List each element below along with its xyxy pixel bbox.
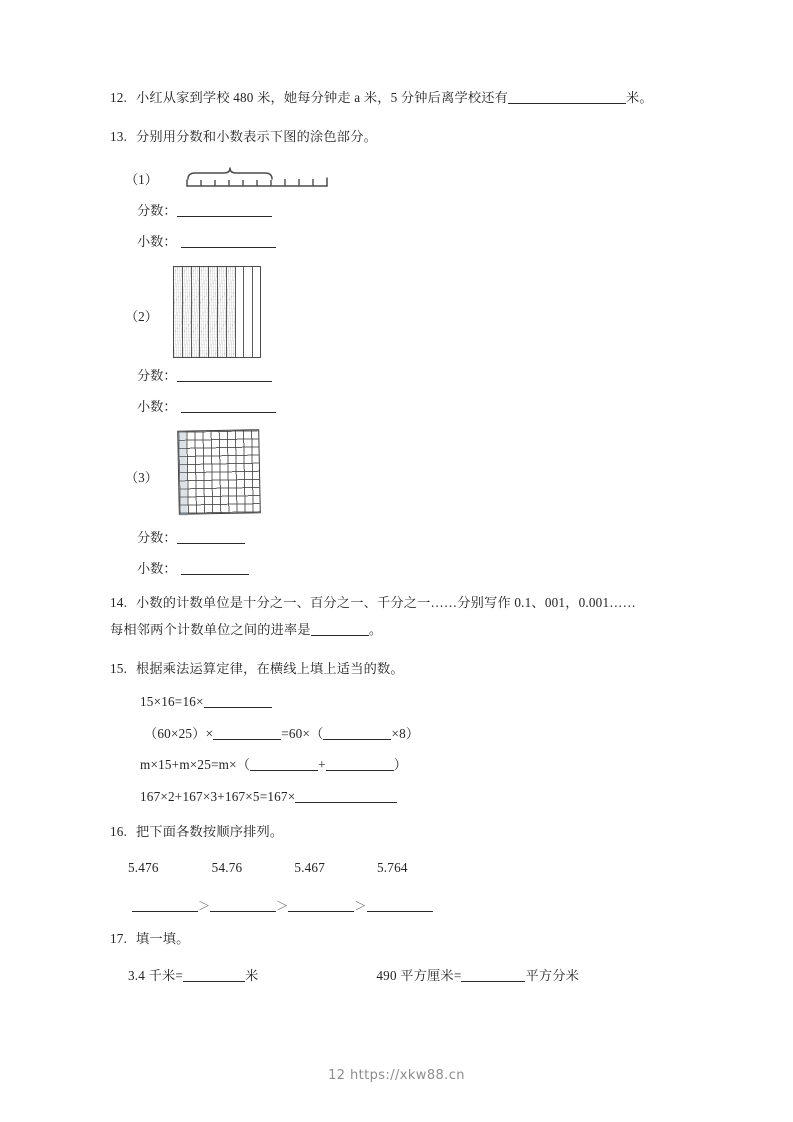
subitem-1-label: （1）: [125, 171, 158, 187]
conversion-1-before: 3.4 千米=: [128, 967, 183, 983]
question-16-number-3: 5.467: [294, 859, 326, 875]
equation-2-blank-2[interactable]: [323, 726, 391, 740]
strip-2: [183, 267, 192, 357]
question-13-number: 13.: [110, 129, 128, 145]
strip-9: [244, 267, 253, 357]
subitem-1-fraction-label: 分数：: [137, 202, 177, 218]
equation-1-blank-1[interactable]: [204, 694, 272, 708]
subitem-2-decimal-blank[interactable]: [181, 399, 276, 413]
question-13-subitem-3: [110, 429, 695, 521]
subitem-1-decimal-blank[interactable]: [181, 234, 276, 248]
question-15-equation-3: [110, 755, 695, 775]
subitem-1-fraction-row: [110, 200, 695, 219]
strip-8: [236, 267, 245, 357]
equation-3-part-2: +: [318, 757, 326, 773]
hundred-grid: [177, 429, 261, 515]
question-12-text-before: 小红从家到学校 480 米，她每分钟走 a 米，5 分钟后离学校还有: [136, 90, 509, 105]
question-15-equation-4: [110, 787, 695, 807]
question-16-answer-row: [110, 896, 695, 916]
subitem-3-fraction-blank[interactable]: [177, 530, 245, 544]
question-15-text: 根据乘法运算定律，在横线上填上适当的数。: [136, 660, 404, 676]
question-16-number: 16.: [110, 824, 128, 840]
conversion-2-after: 平方分米: [525, 967, 580, 983]
equation-2-part-3: ×8）: [391, 725, 420, 741]
subitem-1-decimal-row: [110, 231, 695, 250]
subitem-3-decimal-blank[interactable]: [181, 561, 249, 575]
question-15-number: 15.: [110, 660, 128, 676]
square-strips-figure: [173, 266, 261, 358]
question-15-equation-2: [110, 724, 695, 744]
question-16-blank-1[interactable]: [132, 898, 198, 912]
question-17-text: 填一填。: [136, 931, 190, 947]
question-14-text-line1: 小数的计数单位是十分之一、百分之一、千分之一……分别写作 0.1、001，0.001……: [136, 594, 637, 610]
subitem-2-decimal-row: [110, 396, 695, 415]
subitem-3-decimal-label: 小数：: [137, 560, 177, 576]
hundred-grid-shaded-column: [178, 432, 188, 516]
strip-6: [218, 267, 227, 357]
subitem-3-decimal-row: [110, 558, 695, 577]
question-16-number-4: 5.764: [377, 859, 408, 875]
worksheet-content: [110, 88, 695, 986]
subitem-2-decimal-label: 小数：: [137, 398, 177, 414]
strip-4: [200, 267, 209, 357]
page-footer: 12 https://xkw88.cn: [328, 1068, 465, 1083]
strip-10: [253, 267, 262, 357]
question-15: [110, 659, 695, 679]
question-17-conversions: [110, 966, 695, 986]
question-16-numbers: [110, 858, 695, 878]
question-12-number: 12.: [110, 90, 128, 105]
subitem-2-fraction-row: [110, 365, 695, 384]
subitem-2-fraction-label: 分数：: [137, 367, 177, 383]
subitem-2-label: （2）: [125, 308, 158, 324]
strip-1: [174, 267, 183, 357]
equation-4-part-1: 167×2+167×3+167×5=167×: [140, 788, 296, 804]
question-12-text-after: 米。: [626, 90, 653, 105]
question-16: [110, 822, 695, 842]
subitem-1-decimal-label: 小数：: [137, 233, 177, 249]
question-14-text-line2-after: 。: [368, 622, 383, 638]
question-14-text-line2-before: 每相邻两个计数单位之间的进率是: [110, 622, 311, 638]
question-14-line1: [110, 593, 695, 613]
equation-3-part-3: ）: [393, 757, 408, 773]
equation-1-part-1: 15×16=16×: [140, 694, 204, 710]
subitem-2-fraction-blank[interactable]: [177, 368, 272, 382]
conversion-1-after: 米: [245, 967, 259, 983]
subitem-3-label: （3）: [125, 469, 158, 485]
question-17: [110, 929, 695, 949]
question-14-line2: [110, 620, 695, 640]
question-16-separator-3: ＞: [354, 898, 367, 913]
equation-2-part-2: =60×（: [281, 725, 324, 741]
equation-3-part-1: m×15+m×25=m×（: [140, 757, 251, 773]
subitem-3-fraction-row: [110, 527, 695, 546]
question-15-equation-1: [110, 692, 695, 712]
equation-3-blank-2[interactable]: [326, 757, 394, 771]
question-13: [110, 127, 695, 147]
question-13-text: 分别用分数和小数表示下图的涂色部分。: [136, 129, 377, 145]
question-16-blank-3[interactable]: [288, 898, 354, 912]
question-16-blank-2[interactable]: [210, 898, 276, 912]
strip-3: [192, 267, 201, 357]
question-14-blank[interactable]: [311, 622, 369, 636]
question-16-number-1: 5.476: [128, 859, 159, 875]
subitem-1-fraction-blank[interactable]: [177, 203, 272, 217]
conversion-2-before: 490 平方厘米=: [376, 967, 462, 983]
question-13-subitem-2: [110, 264, 695, 361]
question-14-number: 14.: [110, 594, 128, 610]
question-12: [110, 88, 695, 108]
question-16-text: 把下面各数按顺序排列。: [136, 824, 284, 840]
question-13-subitem-1: [110, 162, 695, 196]
strip-5: [209, 267, 218, 357]
question-12-blank[interactable]: [508, 90, 626, 104]
equation-3-blank-1[interactable]: [250, 757, 318, 771]
conversion-1-blank[interactable]: [183, 968, 245, 982]
equation-2-part-1: （60×25）×: [144, 725, 214, 741]
question-16-blank-4[interactable]: [367, 898, 433, 912]
square-outline: [173, 266, 261, 358]
equation-4-blank-1[interactable]: [295, 789, 397, 803]
question-16-number-2: 54.76: [211, 859, 243, 875]
question-16-separator-1: ＞: [198, 898, 211, 913]
hundred-grid-figure: [178, 430, 262, 516]
number-line-figure: [184, 162, 334, 196]
conversion-2-blank[interactable]: [461, 968, 525, 982]
strip-7: [227, 267, 236, 357]
equation-2-blank-1[interactable]: [213, 726, 281, 740]
question-17-number: 17.: [110, 931, 128, 947]
subitem-3-fraction-label: 分数：: [137, 529, 177, 545]
question-16-separator-2: ＞: [276, 898, 289, 913]
number-line-svg: [184, 162, 334, 196]
